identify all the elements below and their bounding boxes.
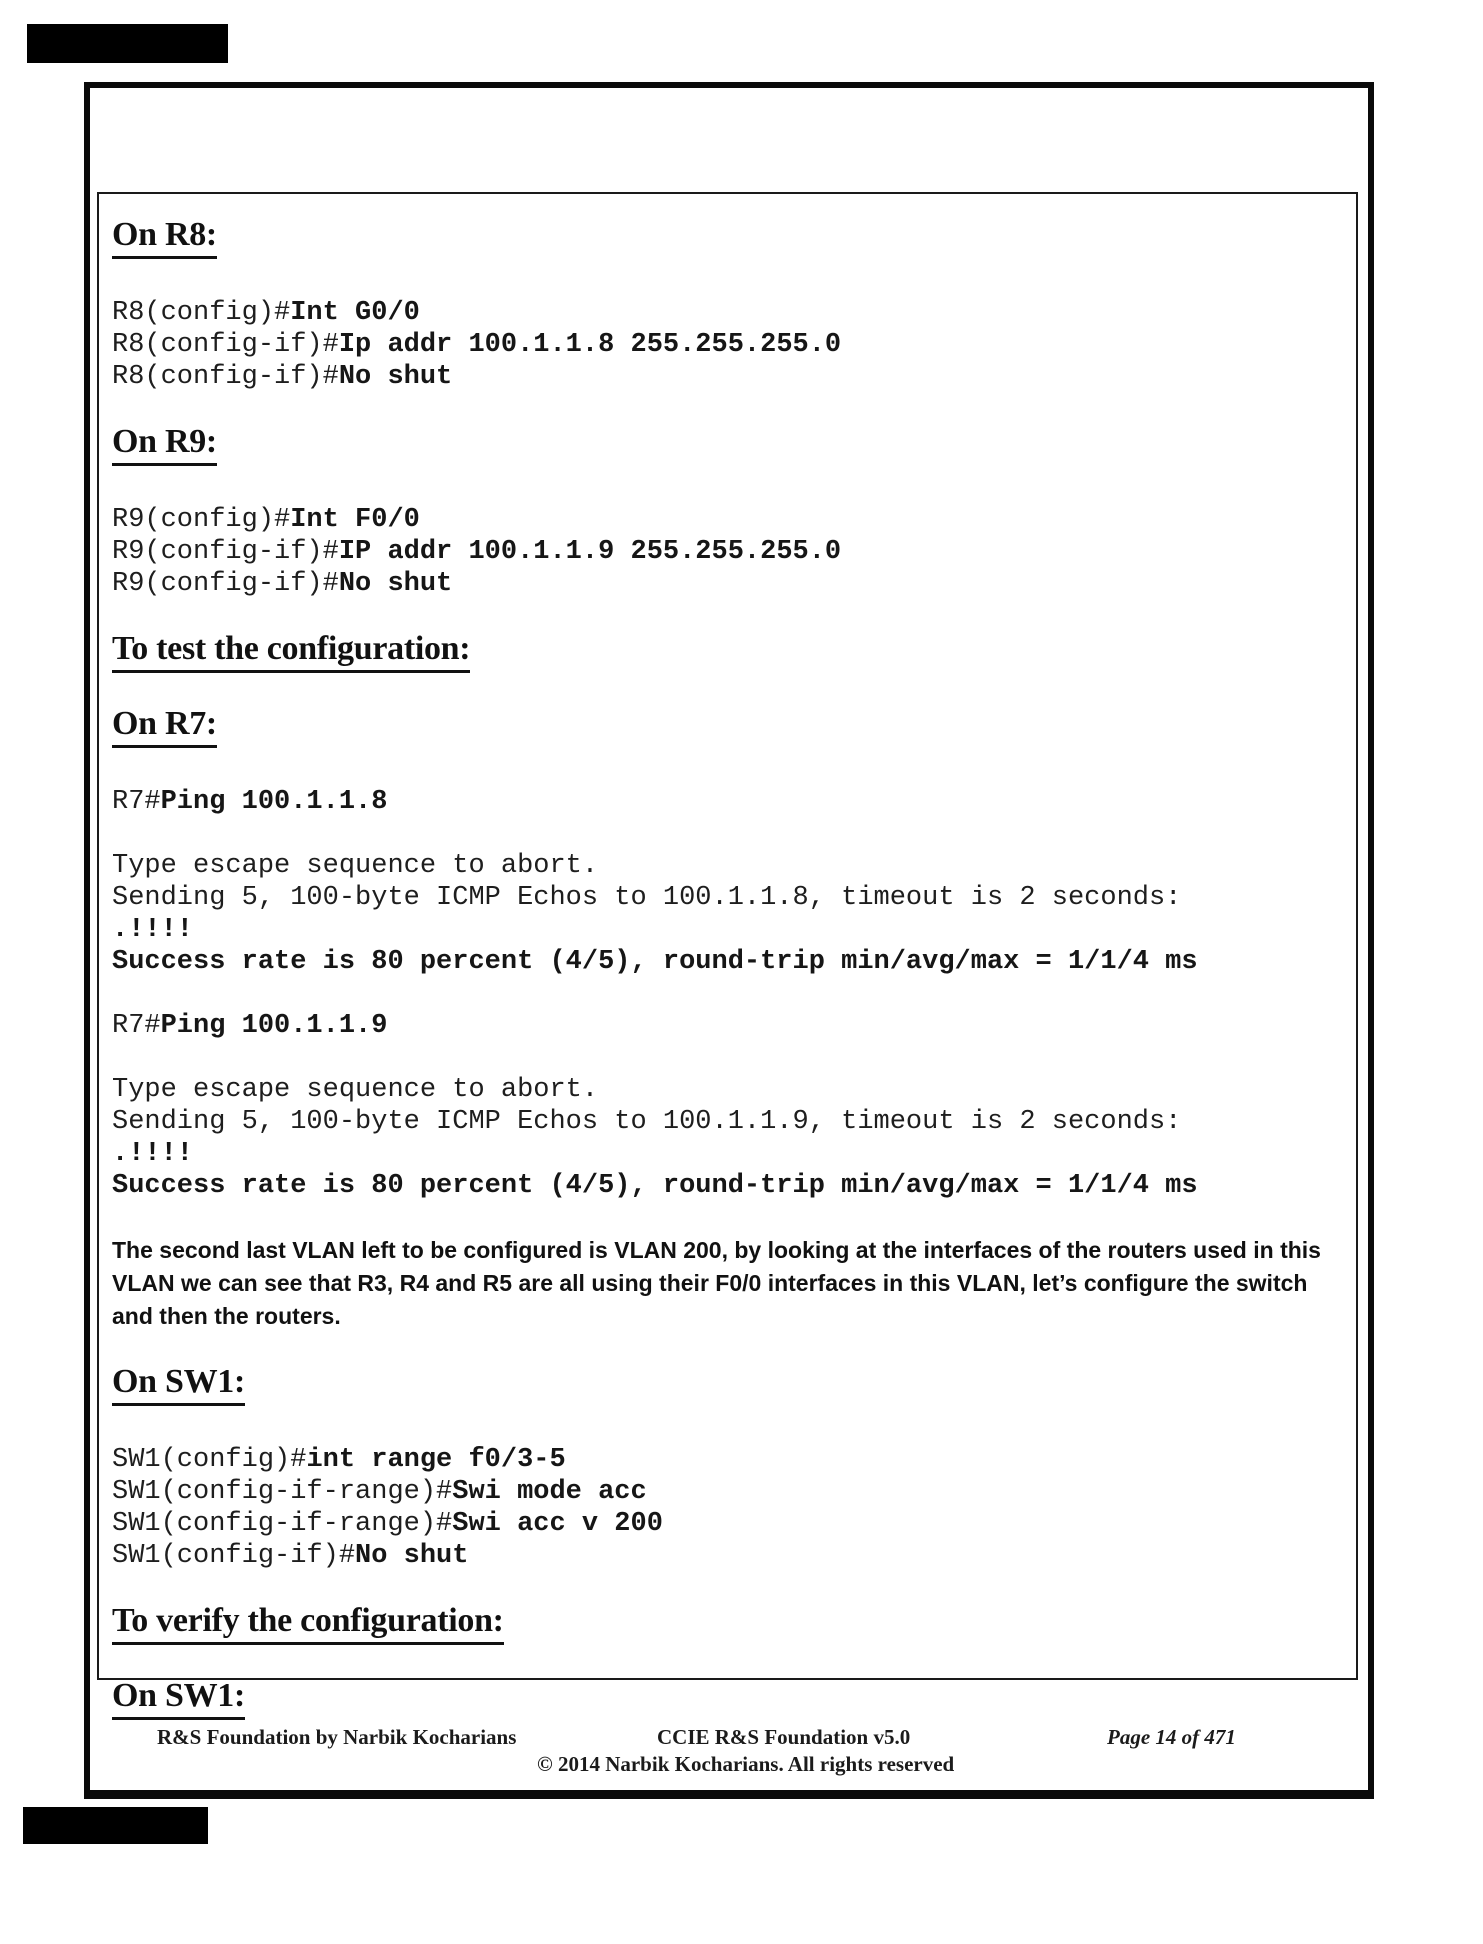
section-heading-text: On R8: [112, 216, 217, 259]
section-heading [112, 705, 1340, 748]
terminal-prompt-text: R9(config-if)# [112, 537, 339, 567]
terminal-line [112, 1508, 1340, 1540]
terminal-block [112, 1074, 1340, 1202]
terminal-prompt-text: R8(config)# [112, 298, 291, 328]
terminal-block [112, 850, 1340, 978]
section-heading-text: To verify the configuration: [112, 1602, 504, 1645]
terminal-command-text: No shut [338, 569, 453, 599]
terminal-line [112, 536, 1340, 568]
redaction-bar-bottom [23, 1807, 208, 1844]
terminal-prompt-text: R7# [112, 1011, 161, 1041]
section-heading-text: On R7: [112, 705, 217, 748]
section-heading-text: To test the configuration: [112, 630, 470, 673]
section-heading [112, 1677, 1340, 1720]
terminal-prompt-text: SW1(config-if)# [112, 1541, 356, 1571]
terminal-block [112, 1444, 1340, 1572]
section-heading-text: On R9: [112, 423, 217, 466]
terminal-prompt-text: Type escape sequence to abort. [112, 1075, 599, 1105]
section-heading [112, 1602, 1340, 1645]
terminal-line [112, 1540, 1340, 1572]
terminal-line [112, 850, 1340, 882]
section-heading [112, 630, 1340, 673]
terminal-line [112, 1106, 1340, 1138]
terminal-command-text: .!!!! [112, 915, 194, 945]
section-heading-text: On SW1: [112, 1363, 245, 1406]
terminal-line [112, 914, 1340, 946]
section-heading [112, 1363, 1340, 1406]
body-paragraph: The second last VLAN left to be configured is VLAN 200, by looking at the interfaces of the routers used in this VLAN we can see that R3, R4 and R5 are all using their F0/0 interfaces in this VLAN, let’s configure the switch and then the routers. [112, 1237, 1321, 1329]
terminal-line [112, 946, 1340, 978]
terminal-command-text: No shut [338, 362, 453, 392]
footer-page-number: Page 14 of 471 [1107, 1725, 1236, 1749]
terminal-line [112, 1074, 1340, 1106]
terminal-command-text: IP addr 100.1.1.9 255.255.255.0 [338, 537, 842, 567]
terminal-block [112, 504, 1340, 600]
terminal-line [112, 568, 1340, 600]
terminal-line [112, 1170, 1340, 1202]
terminal-command-text: Success rate is 80 percent (4/5), round-trip min/avg/max = 1/1/4 ms [112, 947, 1198, 977]
footer-title: CCIE R&S Foundation v5.0 [657, 1725, 911, 1749]
terminal-prompt-text: R9(config-if)# [112, 569, 339, 599]
terminal-prompt-text: SW1(config-if-range)# [112, 1477, 453, 1507]
terminal-line [112, 329, 1340, 361]
terminal-block [112, 1010, 1340, 1042]
section-heading-text: On SW1: [112, 1677, 245, 1720]
terminal-command-text: Success rate is 80 percent (4/5), round-trip min/avg/max = 1/1/4 ms [112, 1171, 1198, 1201]
terminal-line [112, 361, 1340, 393]
terminal-prompt-text: SW1(config)# [112, 1445, 307, 1475]
terminal-block [112, 786, 1340, 818]
terminal-line [112, 1138, 1340, 1170]
terminal-command-text: int range f0/3-5 [306, 1445, 566, 1475]
terminal-command-text: Swi acc v 200 [452, 1509, 663, 1539]
terminal-command-text: No shut [355, 1541, 469, 1571]
terminal-line [112, 1444, 1340, 1476]
terminal-line [112, 1476, 1340, 1508]
terminal-block [112, 297, 1340, 393]
terminal-prompt-text: Sending 5, 100-byte ICMP Echos to 100.1.1.8, timeout is 2 seconds: [112, 883, 1182, 913]
document-body [97, 192, 1358, 1714]
terminal-line [112, 786, 1340, 818]
section-heading [112, 216, 1340, 259]
terminal-prompt-text: R8(config-if)# [112, 330, 339, 360]
terminal-command-text: Ping 100.1.1.8 [160, 787, 388, 817]
footer-author: R&S Foundation by Narbik Kocharians [157, 1725, 517, 1749]
terminal-prompt-text: Sending 5, 100-byte ICMP Echos to 100.1.1.9, timeout is 2 seconds: [112, 1107, 1182, 1137]
terminal-command-text: .!!!! [112, 1139, 194, 1169]
terminal-line [112, 504, 1340, 536]
terminal-line [112, 297, 1340, 329]
terminal-prompt-text: R8(config-if)# [112, 362, 339, 392]
terminal-line [112, 1010, 1340, 1042]
terminal-command-text: Int G0/0 [290, 298, 420, 328]
terminal-prompt-text: R9(config)# [112, 505, 291, 535]
section-heading [112, 423, 1340, 466]
terminal-command-text: Swi mode acc [452, 1477, 647, 1507]
terminal-command-text: Ip addr 100.1.1.8 255.255.255.0 [338, 330, 842, 360]
terminal-prompt-text: SW1(config-if-range)# [112, 1509, 453, 1539]
redaction-bar-top [27, 24, 228, 63]
footer-copyright: © 2014 Narbik Kocharians. All rights reserved [537, 1752, 955, 1776]
terminal-prompt-text: Type escape sequence to abort. [112, 851, 599, 881]
terminal-prompt-text: R7# [112, 787, 161, 817]
terminal-command-text: Int F0/0 [290, 505, 420, 535]
terminal-line [112, 882, 1340, 914]
terminal-command-text: Ping 100.1.1.9 [160, 1011, 388, 1041]
